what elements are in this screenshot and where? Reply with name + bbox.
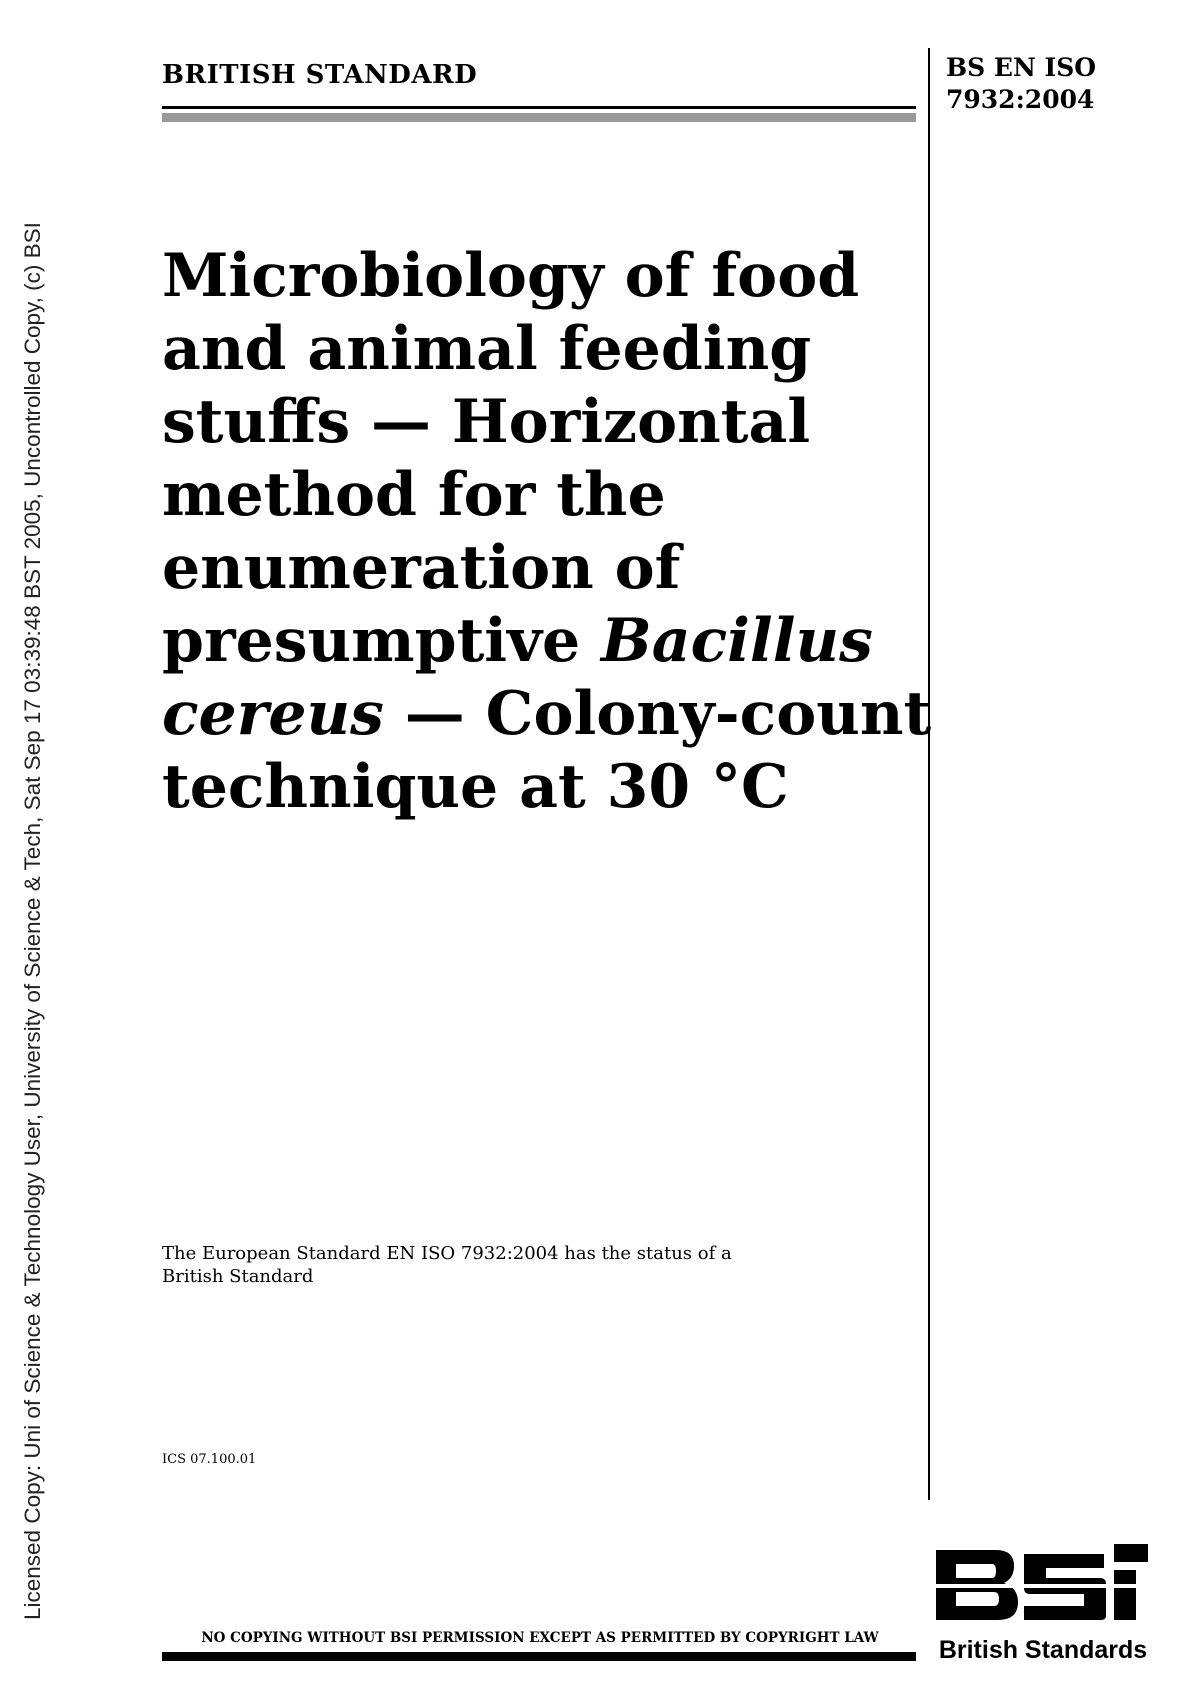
bsi-logo-caption: British Standards [938,1636,1148,1664]
bsi-logo [934,1540,1152,1664]
title-line: enumeration of [162,533,681,603]
document-title [162,240,932,824]
title-line [162,678,932,751]
document-type-label: BRITISH STANDARD [162,60,478,90]
status-statement [162,1242,782,1288]
title-line [162,605,902,678]
standard-number-line2: 7932:2004 [946,85,1095,114]
bsi-logo-mark [934,1540,1152,1636]
ics-code: ICS 07.100.01 [162,1452,257,1467]
copyright-notice: NO COPYING WITHOUT BSI PERMISSION EXCEPT AS PERMITTED BY COPYRIGHT LAW [201,1630,879,1646]
status-line: British Standard [162,1266,314,1287]
license-watermark: Licensed Copy: Uni of Science & Technology User, University of Science & Tech, Sat Sep 17 03:39:48 BST 2005, Uncontrolled Copy, (c) BSI [20,222,45,1620]
status-line: The European Standard EN ISO 7932:2004 has the status of a [162,1243,732,1264]
header-rule-gray [162,113,916,122]
footer-rule [162,1652,916,1661]
title-genus: Bacillus [601,606,873,676]
header-rule [162,106,916,109]
title-line: and animal feeding [162,314,812,384]
title-line: Microbiology of food [162,241,860,311]
title-text: — Colony-count [383,679,932,749]
title-line: method for the [162,460,666,530]
title-species: cereus [162,679,384,749]
title-line: technique at 30 °C [162,752,789,822]
standard-number [946,52,1096,116]
title-line: stuffs — Horizontal [162,387,811,457]
margin-divider [928,48,930,1500]
standard-number-line1: BS EN ISO [946,53,1097,82]
title-text: presumptive [162,606,602,676]
